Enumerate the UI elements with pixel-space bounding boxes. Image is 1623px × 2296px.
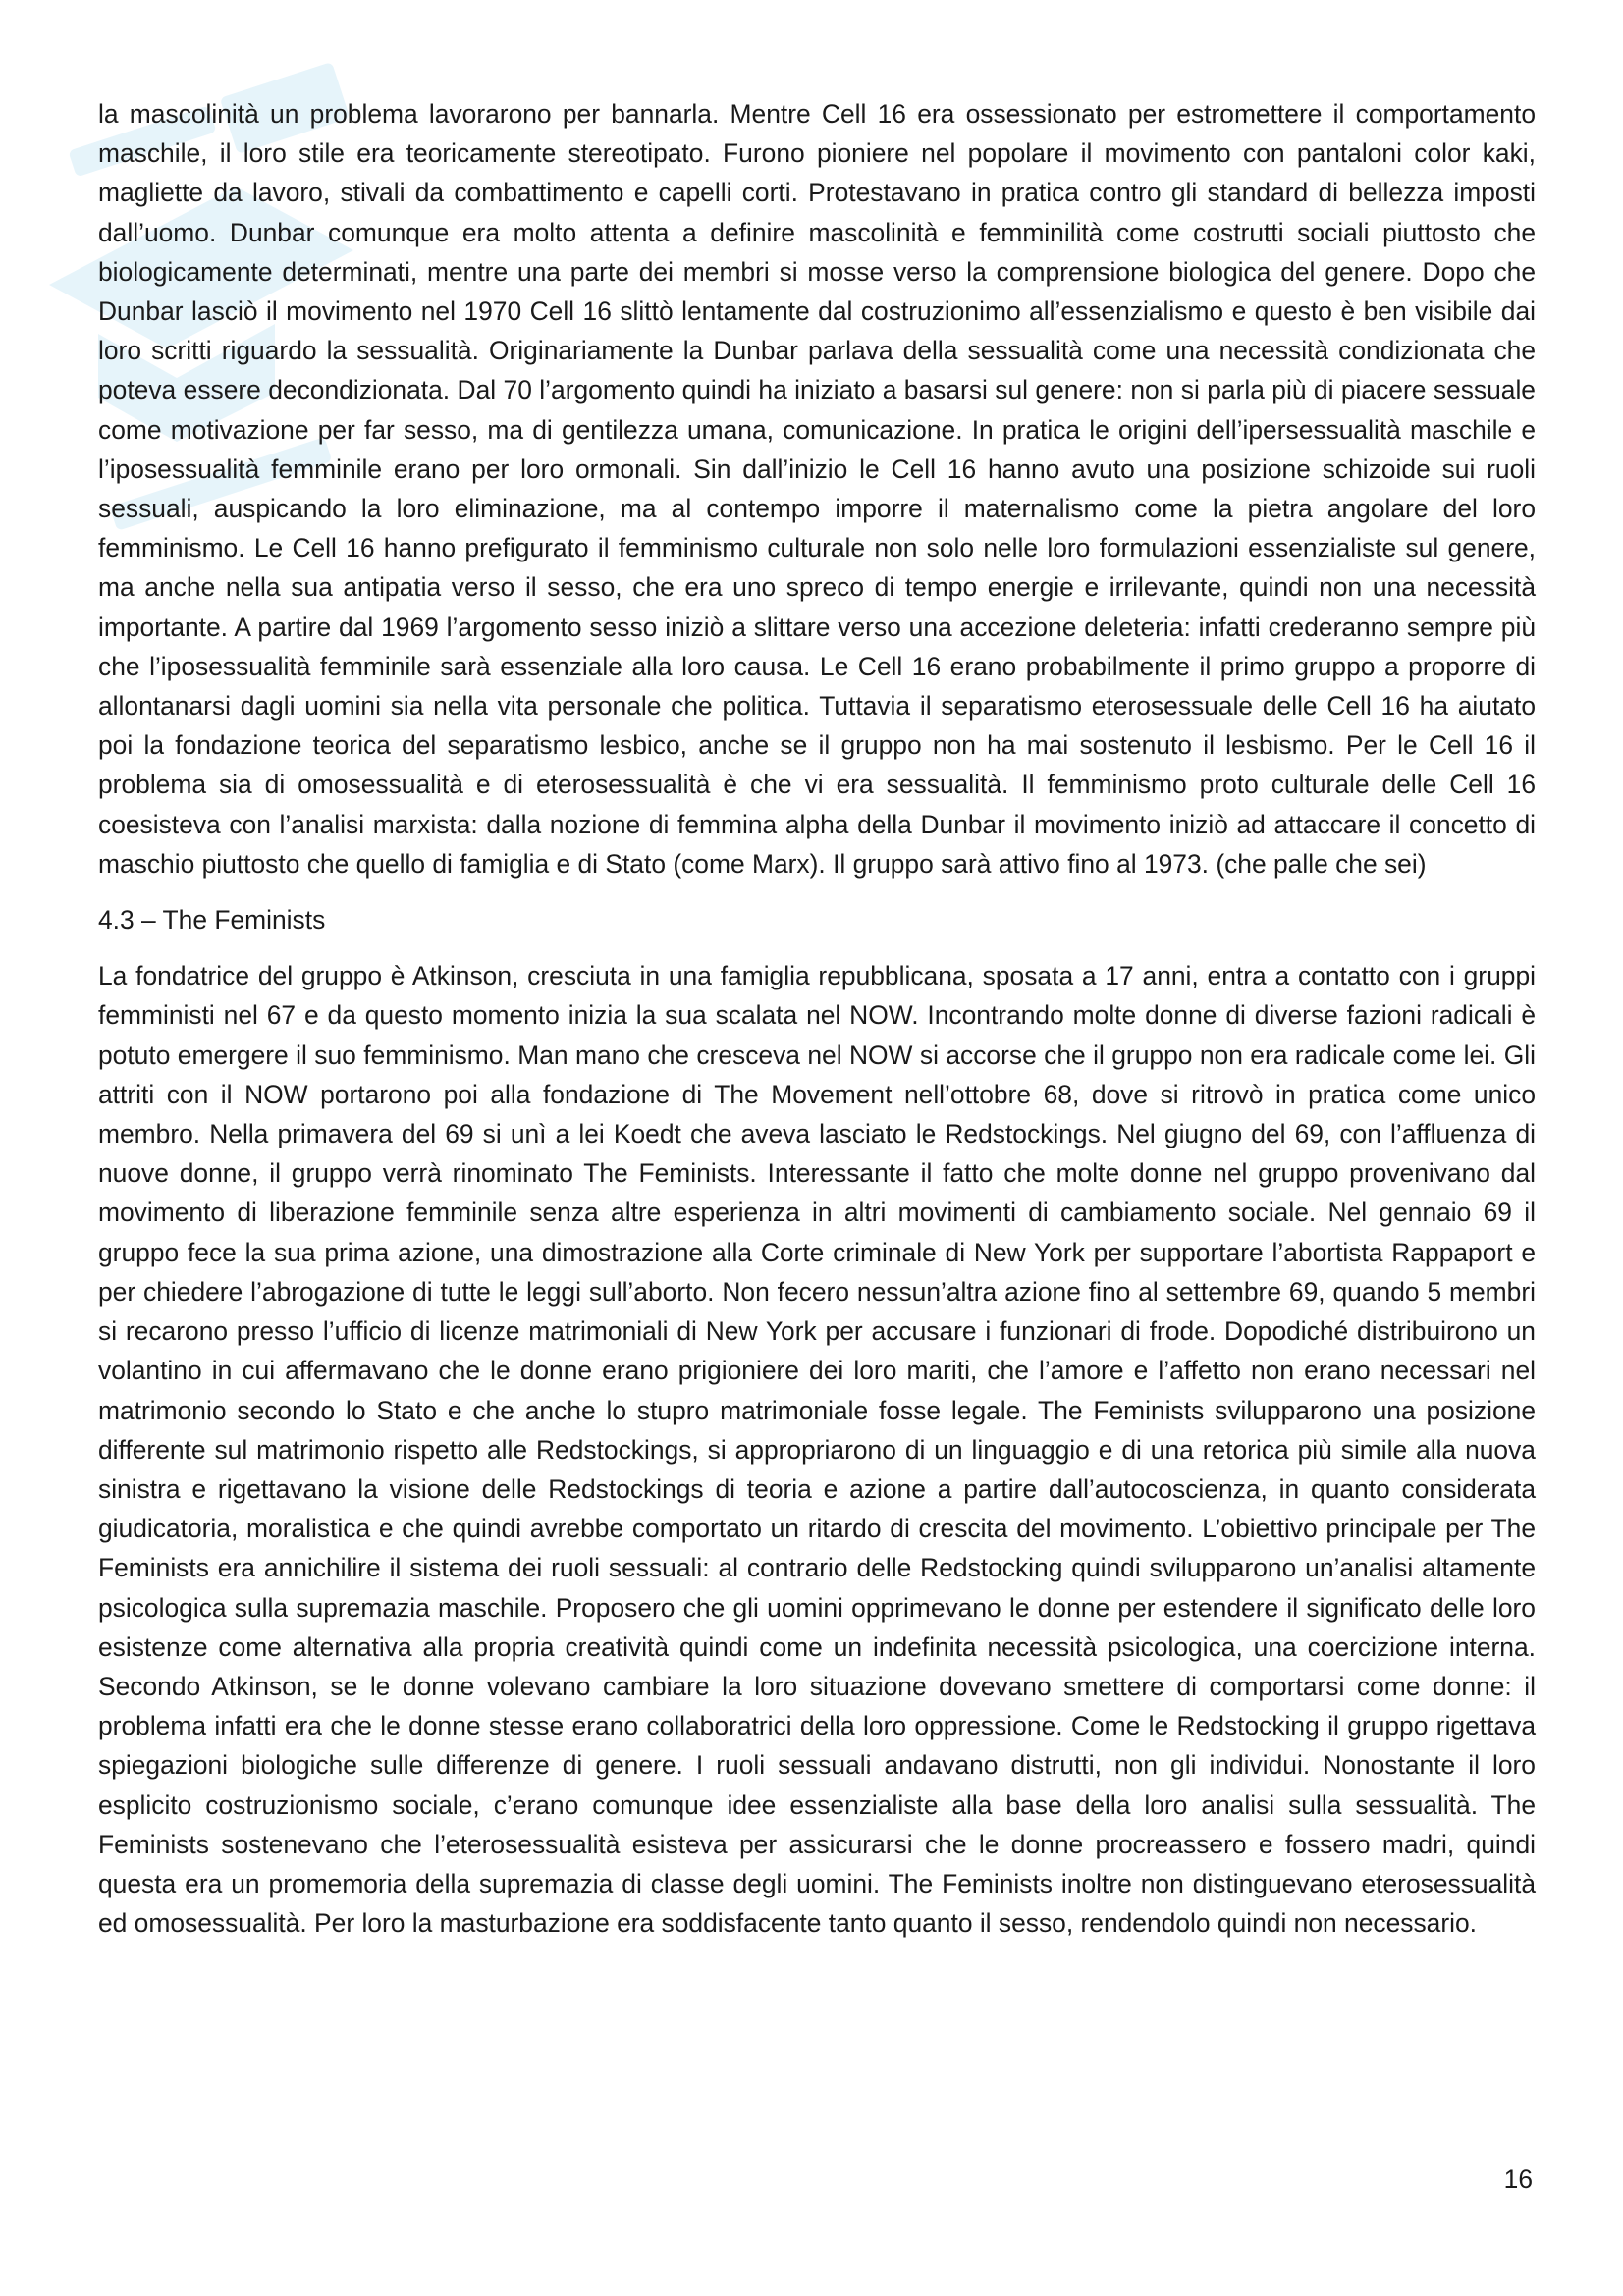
- section-heading: 4.3 – The Feminists: [98, 905, 326, 935]
- page-number: 16: [1503, 2164, 1533, 2194]
- document-body: [98, 94, 1536, 1943]
- paragraph: la mascolinità un problema lavorarono per bannarla. Mentre Cell 16 era ossessionato per estromettere il comportamento maschile, il loro stile era teoricamente stereotipato. Furono pioniere nel popolare il movimento con pantaloni color kaki, magliette da lavoro, stivali da combattimento e capelli corti. Protestavano in pratica contro gli standard di bellezza imposti dall’uomo. Dunbar comunque era molto attenta a definire mascolinità e femminilità come costrutti sociali piuttosto che biologicamente determinati, mentre una parte dei membri si mosse verso la comprensione biologica del genere. Dopo che Dunbar lasciò il movimento nel 1970 Cell 16 slittò lentamente dal costruzionimo all’essenzialismo e questo è ben visibile dai loro scritti riguardo la sessualità. Originariamente la Dunbar parlava della sessualità come una necessità condizionata che poteva essere decondizionata. Dal 70 l’argomento quindi ha iniziato a basarsi sul genere: non si parla più di piacere sessuale come motivazione per far sesso, ma di gentilezza umana, comunicazione. In pratica le origini dell’ipersessualità maschile e l’iposessualità femminile erano per loro ormonali. Sin dall’inizio le Cell 16 hanno avuto una posizione schizoide sui ruoli sessuali, auspicando la loro eliminazione, ma al contempo imporre il maternalismo come la pietra angolare del loro femminismo. Le Cell 16 hanno prefigurato il femminismo culturale non solo nelle loro formulazioni essenzialiste sul genere, ma anche nella sua antipatia verso il sesso, che era uno spreco di tempo energie e irrilevante, quindi non una necessità importante. A partire dal 1969 l’argomento sesso iniziò a slittare verso una accezione deleteria: infatti crederanno sempre più che l’iposessualità femminile sarà essenziale alla loro causa. Le Cell 16 erano probabilmente il primo gruppo a proporre di allontanarsi dagli uomini sia nella vita personale che politica. Tuttavia il separatismo eterosessuale delle Cell 16 ha aiutato poi la fondazione teorica del separatismo lesbico, anche se il gruppo non ha mai sostenuto il lesbismo. Per le Cell 16 il problema sia di omosessualità e di eterosessualità è che vi era sessualità. Il femminismo proto culturale delle Cell 16 coesisteva con l’analisi marxista: dalla nozione di femmina alpha della Dunbar il movimento iniziò ad attaccare il concetto di maschio piuttosto che quello di famiglia e di Stato (come Marx). Il gruppo sarà attivo fino al 1973. (che palle che sei): [98, 99, 1536, 879]
- paragraph: La fondatrice del gruppo è Atkinson, cresciuta in una famiglia repubblicana, sposata a 17 anni, entra a contatto con i gruppi femministi nel 67 e da questo momento inizia la sua scalata nel NOW. Incontrando molte donne di diverse fazioni radicali è potuto emergere il suo femminismo. Man mano che cresceva nel NOW si accorse che il gruppo non era radicale come lei. Gli attriti con il NOW portarono poi alla fondazione di The Movement nell’ottobre 68, dove si ritrovò in pratica come unico membro. Nella primavera del 69 si unì a lei Koedt che aveva lasciato le Redstockings. Nel giugno del 69, con l’affluenza di nuove donne, il gruppo verrà rinominato The Feminists. Interessante il fatto che molte donne nel gruppo provenivano dal movimento di liberazione femminile senza altre esperienza in altri movimenti di cambiamento sociale. Nel gennaio 69 il gruppo fece la sua prima azione, una dimostrazione alla Corte criminale di New York per supportare l’abortista Rappaport e per chiedere l’abrogazione di tutte le leggi sull’aborto. Non fecero nessun’altra azione fino al settembre 69, quando 5 membri si recarono presso l’ufficio di licenze matrimoniali di New York per accusare i funzionari di frode. Dopodiché distribuirono un volantino in cui affermavano che le donne erano prigioniere dei loro mariti, che l’amore e l’affetto non erano necessari nel matrimonio secondo lo Stato e che anche lo stupro matrimoniale fosse legale. The Feminists svilupparono una posizione differente sul matrimonio rispetto alle Redstockings, si appropriarono di un linguaggio e di una retorica più simile alla nuova sinistra e rigettavano la visione delle Redstockings di teoria e azione a partire dall’autocoscienza, in quanto considerata giudicatoria, moralistica e che quindi avrebbe comportato un ritardo di crescita del movimento. L’obiettivo principale per The Feminists era annichilire il sistema dei ruoli sessuali: al contrario delle Redstocking quindi svilupparono un’analisi altamente psicologica sulla supremazia maschile. Proposero che gli uomini opprimevano le donne per estendere il significato delle loro esistenze come alternativa alla propria creatività quindi come un indefinita necessità psicologica, una coercizione interna. Secondo Atkinson, se le donne volevano cambiare la loro situazione dovevano smettere di comportarsi come donne: il problema infatti era che le donne stesse erano collaboratrici della loro oppressione. Come le Redstocking il gruppo rigettava spiegazioni biologiche sulle differenze di genere. I ruoli sessuali andavano distrutti, non gli individui. Nonostante il loro esplicito costruzionismo sociale, c’erano comunque idee essenzialiste alla base della loro analisi sulla sessualità. The Feminists sostenevano che l’eterosessualità esisteva per assicurarsi che le donne procreassero e fossero madri, quindi questa era un promemoria della supremazia di classe degli uomini. The Feminists inoltre non distinguevano eterosessualità ed omosessualità. Per loro la masturbazione era soddisfacente tanto quanto il sesso, rendendolo quindi non necessario.: [98, 961, 1536, 1939]
